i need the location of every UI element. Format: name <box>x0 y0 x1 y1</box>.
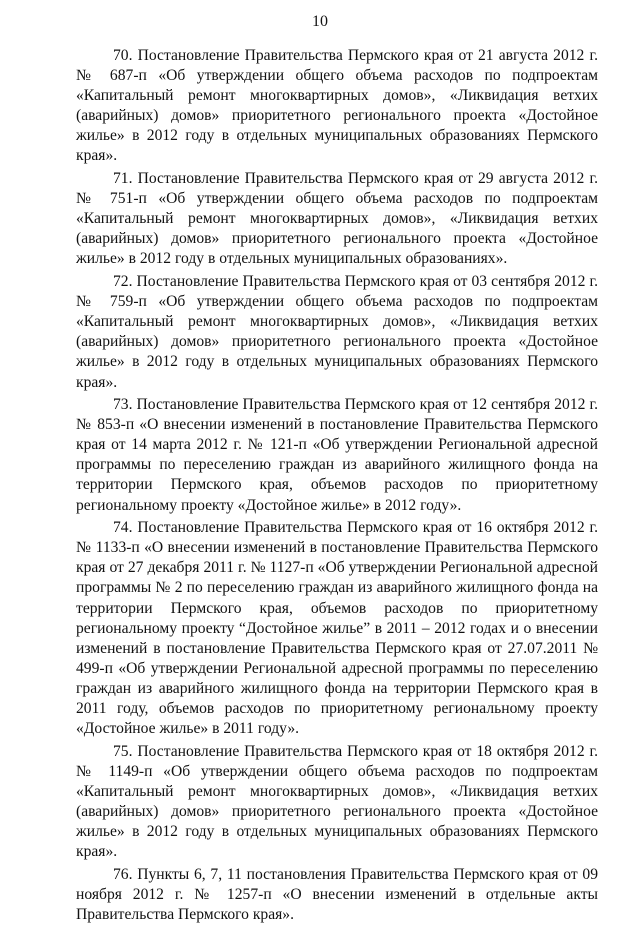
list-item-76: 76. Пункты 6, 7, 11 постановления Правительства Пермского края от 09 ноября 2012 г. № 1257-п «О внесении изменений в отдельные акты Правительства Пермского края». <box>76 865 598 923</box>
list-item-70: 70. Постановление Правительства Пермского края от 21 августа 2012 г. № 687-п «Об утверждении общего объема расходов по подпроектам «Капитальный ремонт многоквартирных домов», «Ликвидация ветхих (аварийных) домов» приоритетного регионального проекта «Достойное жилье» в 2012 году в отдельных муниципальных образованиях Пермского края». <box>76 47 598 165</box>
list-item-71: 71. Постановление Правительства Пермского края от 29 августа 2012 г. № 751-п «Об утверждении общего объема расходов по подпроектам «Капитальный ремонт многоквартирных домов», «Ликвидация ветхих (аварийных) домов» приоритетного регионального проекта «Достойное жилье» в 2012 году в отдельных муниципальных образованиях». <box>76 170 598 268</box>
page-number: 10 <box>312 13 328 30</box>
list-item-72: 72. Постановление Правительства Пермского края от 03 сентября 2012 г. № 759-п «Об утверждении общего объема расходов по подпроектам «Капитальный ремонт многоквартирных домов», «Ликвидация ветхих (аварийных) домов» приоритетного регионального проекта «Достойное жилье» в 2012 году в отдельных муниципальных образованиях Пермского края». <box>76 273 598 391</box>
list-item-73: 73. Постановление Правительства Пермского края от 12 сентября 2012 г. № 853-п «О внесении изменений в постановление Правительства Пермского края от 14 марта 2012 г. № 121-п «Об утверждении Региональной адресной программы по переселению граждан из аварийного жилищного фонда на территории Пермского края, объемов расходов по приоритетному региональному проекту «Достойное жилье» в 2012 году». <box>76 396 598 514</box>
list-item-75: 75. Постановление Правительства Пермского края от 18 октября 2012 г. № 1149-п «Об утверждении общего объема расходов по подпроектам «Капитальный ремонт многоквартирных домов», «Ликвидация ветхих (аварийных) домов» приоритетного регионального проекта «Достойное жилье» в 2012 году в отдельных муниципальных образованиях Пермского края». <box>76 742 598 861</box>
document-body <box>76 46 598 928</box>
list-item-74: 74. Постановление Правительства Пермского края от 16 октября 2012 г. № 1133-п «О внесении изменений в постановление Правительства Пермского края от 27 декабря 2011 г. № 1127-п «Об утверждении Региональной адресной программы № 2 по переселению граждан из аварийного жилищного фонда на территории Пермского края, объемов расходов по приоритетному региональному проекту “Достойное жилье” в 2011 – 2012 годах и о внесении изменений в постановление Правительства Пермского края от 27.07.2011 № 499-п «Об утверждении Региональной адресной программы по переселению граждан из аварийного жилищного фонда на территории Пермского края в 2011 году, объемов расходов по приоритетному региональному проекту «Достойное жилье» в 2011 году». <box>76 519 598 738</box>
